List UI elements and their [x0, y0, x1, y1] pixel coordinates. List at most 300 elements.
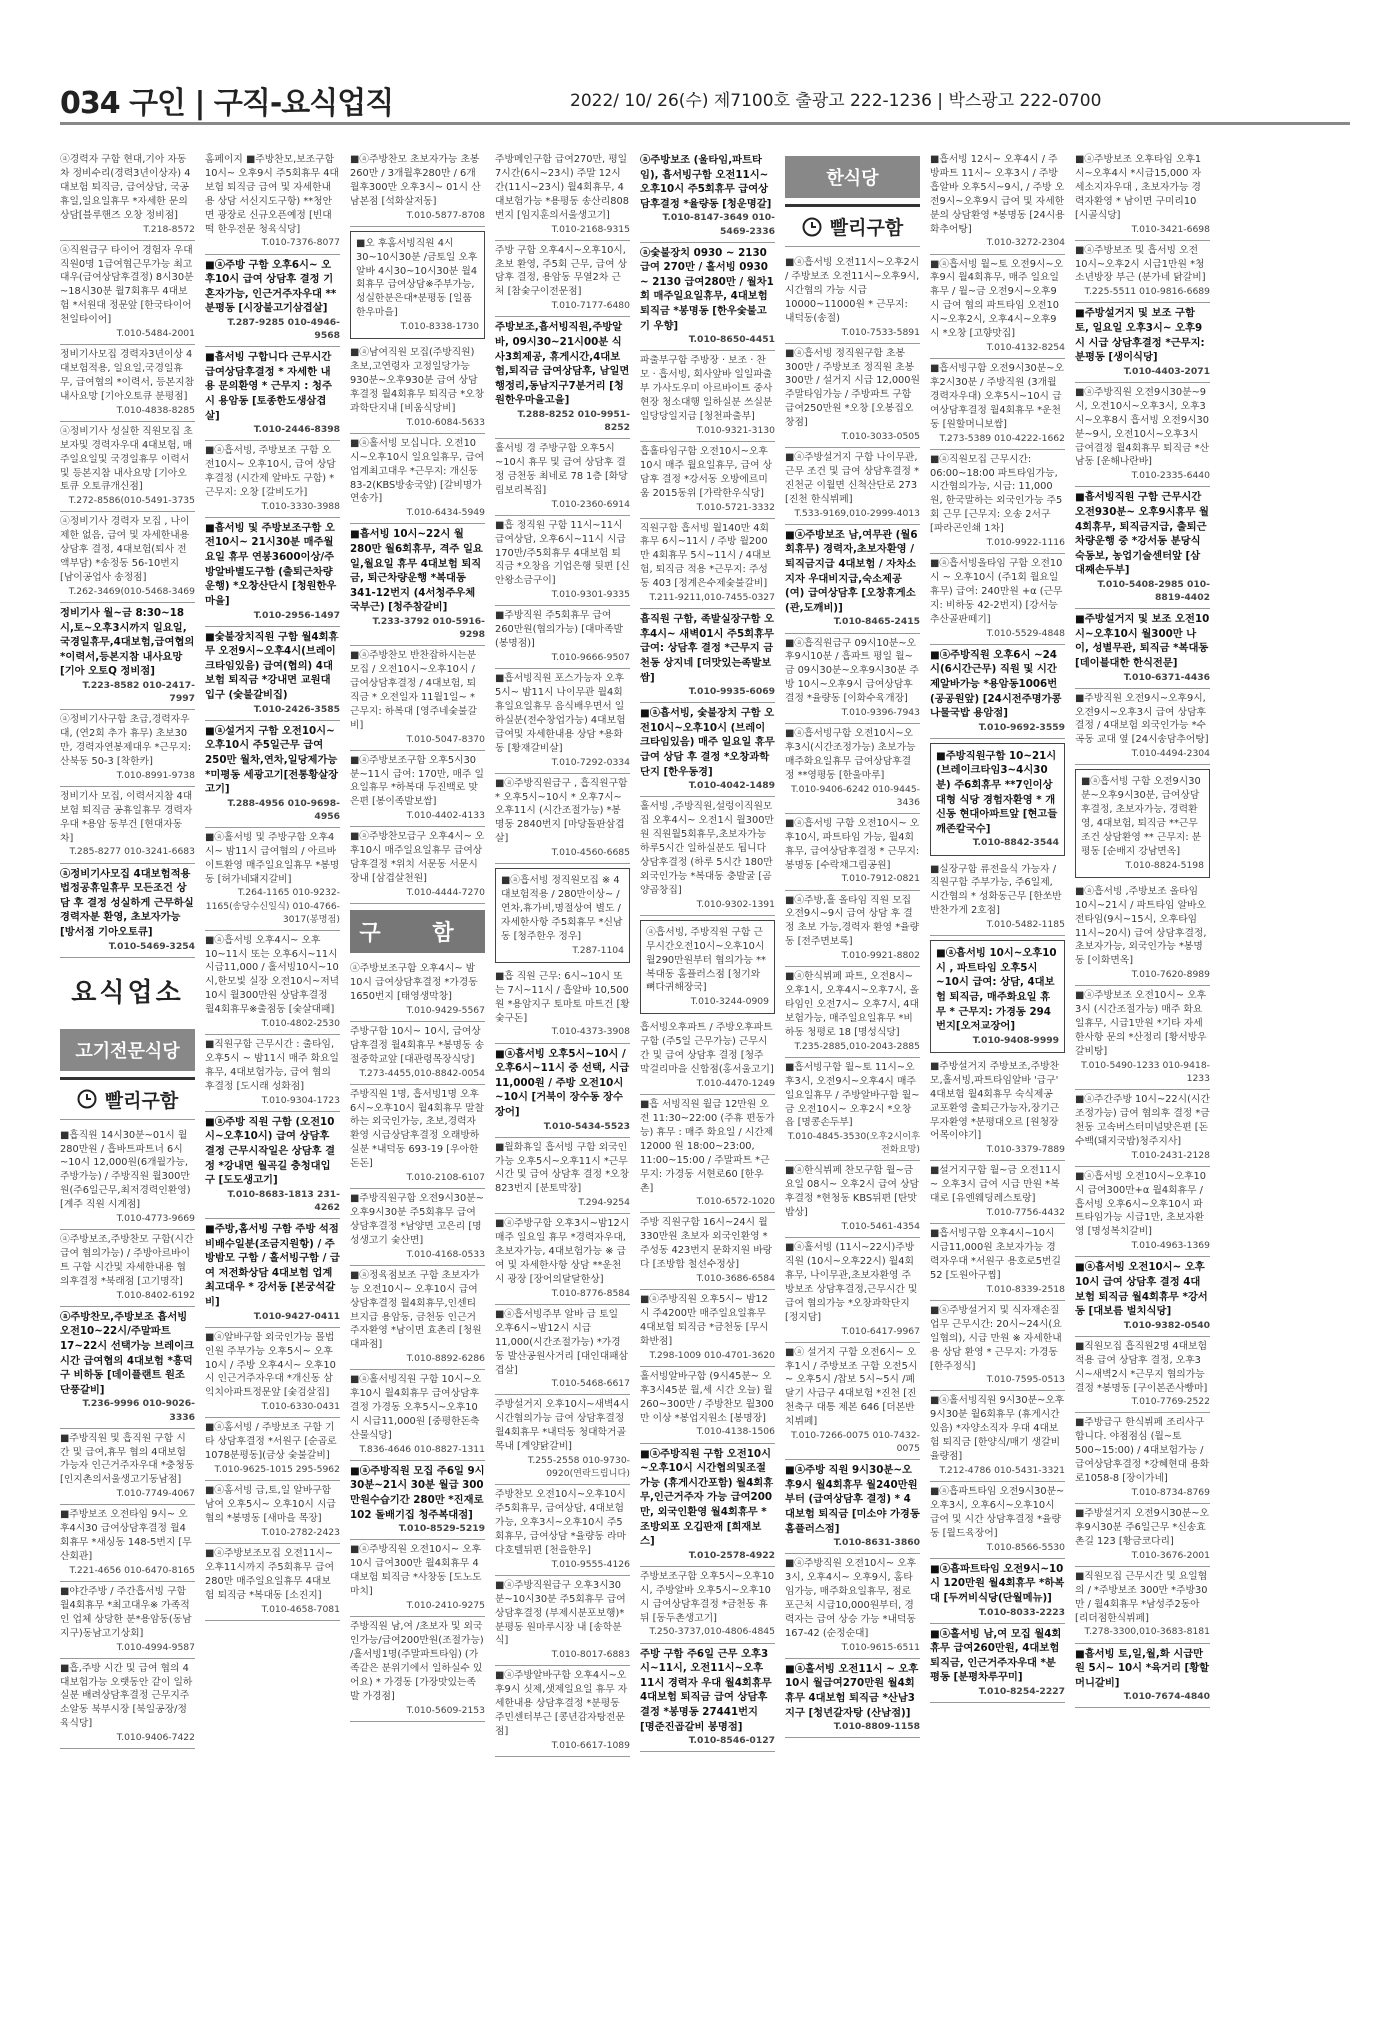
ad-phone: T.010-9921-8802: [841, 950, 920, 962]
ad-text: ■주방설거지 오전9시30분~오후9시30분 주6일근무 *신송효촌길 123 [황금코다리]: [1075, 1508, 1209, 1547]
section-guham-heading: 구 함: [350, 910, 485, 953]
section-quick-label: 빨리구함: [104, 1089, 179, 1112]
classified-ad: [1075, 1567, 1210, 1644]
classified-ad: [205, 721, 340, 828]
classified-ad: [205, 150, 340, 255]
classified-ad: [930, 1224, 1065, 1301]
ad-text: 주방직원 1명, 흡서빙1명 오후6시~오후10시 월4회휴무 말찰하는 외국인가능, 초보,경력자 환영 시급상담후결정 오래방하실분 *내덕동 693-19 [우아한돈돈]: [350, 1088, 485, 1170]
classified-ad: [350, 646, 485, 751]
classified-ad: [930, 1482, 1065, 1559]
classified-ad: [1075, 1337, 1210, 1414]
ad-phone: T.010-3330-3988: [261, 500, 340, 512]
classified-ad: [205, 1418, 340, 1481]
classified-ad: [1075, 487, 1210, 609]
ad-text: ■ⓐ주방직원 오전10시~ 오후10시 급여300만 월4회휴무 4대보험 퇴직금 *사창동 [도노도마치]: [350, 1544, 482, 1598]
ad-phone: T.010-7749-4067: [116, 1488, 195, 1500]
classified-ad: [60, 150, 195, 241]
ad-text: ■ⓐ주방보조 및 흡서빙 오전10시~오후2시 시급1만원 *청소년방장 부근 (분가네 닭갈비]: [1075, 244, 1206, 284]
classified-ad: [785, 1554, 920, 1659]
ad-phone: T.010-9304-1723: [261, 1094, 340, 1106]
classified-ad: [495, 1395, 630, 1485]
ad-text: ■ⓐ흡서빙 정직원모집 ※ 4대보험적용 / 280만이상~ / 연차,휴가비,명절상여 별도 /자세한사항 주5회휴무 *신남동 [청주한우 정우]: [501, 875, 623, 942]
ad-phone: T.010-2360-6914: [551, 498, 630, 510]
ad-list-1: [60, 150, 195, 958]
ad-phone: T.010-7756-4432: [986, 1207, 1065, 1219]
ad-text: ■흡서빙구함 오전9시30분~오후2시30분 / 주방직원 (3개월 경력자우대) 오후5시~10시 급여상담후결정 월4회휴무 *운천동 [원할머니보쌈]: [930, 363, 1064, 430]
classified-ad: [785, 724, 920, 814]
classified-ad: [640, 703, 775, 797]
ad-phone: T.010-4373-3908: [551, 1026, 630, 1038]
classified-ad: [495, 868, 630, 963]
classified-ad: [785, 634, 920, 725]
ad-text: ■흡 직원 근무: 6시~10시 또는 7시~11시 / 흡알바 10,500원 *용암지구 토마토 마트건 [황숯구돈]: [495, 970, 630, 1024]
ad-phone: T.010-4138-1506: [696, 1426, 775, 1438]
classified-ad: [205, 1328, 340, 1419]
ad-phone: T.010-4132-8254: [986, 341, 1065, 353]
ad-phone: T.010-9302-1391: [696, 898, 775, 910]
ad-phone: T.010-5468-6617: [551, 1378, 630, 1390]
ad-text: ■주방직원 주5회휴무 급여 260만원(협의가능) [대마족발(봉명점)]: [495, 610, 623, 650]
column-6: [785, 150, 920, 2020]
ad-text: 정비기사 월~금 8:30~18시,토~오후3시까지 일요일,국경일휴무,4대보험,급여협의 *이력서,등본지참 내사요망 [기아 오토Q 정비점]: [60, 606, 195, 678]
classified-ad: [495, 317, 630, 439]
section-korean-heading: 한식당: [785, 156, 920, 198]
ad-text: ■ⓐ흡서빙 월~토 오전9시~오후9시 월4회휴무, 매주 일요일휴무 / 월~금 오전9시~오후9시 급여 협의 파트타임 오전10시~오후2시, 오후4시~오후9시 *오창 [고향맛집]: [930, 258, 1064, 340]
ad-phone: T.010-6417-9967: [841, 1325, 920, 1337]
classified-ad: [205, 347, 340, 441]
classified-ad: [495, 1044, 630, 1138]
ad-text: ■흡서빙 구합니다 근무시간 급여상담후결정 * 자세한 내용 문의환영 * 근무지 : 청주시 용암동 [토종한도생삼겹살]: [205, 351, 332, 422]
ad-text: ■ⓐ흡서빙 오전10시~오후10시 급여300만+α 월4회휴무 / 흡서빙 오후6시~오후10시 파트타임가능 시급1만, 초보자환영 [명성복치갈비]: [1075, 1170, 1207, 1238]
ad-phone: T.255-2558 010-9730-0920(연락드립니다): [527, 1455, 630, 1480]
ad-phone: T.225-5511 010-9816-6689: [1084, 286, 1210, 298]
ad-phone: T.010-8991-9738: [116, 769, 195, 781]
classified-ad: [785, 967, 920, 1058]
ad-text: 주방보조,흡서빙직원,주방알바, 09시30~21시00분 식사3회제공, 휴게시간,4대보험,퇴직금 급여상담후, 남일면행정리,동남지구7분거리 [청원한우마을고을]: [495, 321, 630, 407]
classified-ad: [640, 150, 775, 243]
ad-phone: T.010-5609-2153: [406, 1704, 485, 1716]
column-1: [60, 150, 195, 2020]
ad-phone: T.010-4470-1249: [696, 1078, 775, 1089]
ad-phone: T.010-9406-6242 010-9445-3436: [791, 783, 920, 808]
ad-text: ■주방,홈서빙 구함 주방 석점비배수일분(조금지원항) / 주방밤모 구함 / 홀서빙구함 / 급여 저전화상담 4대보험 업계 최고대우 * 강서동 [본궁석갈비]: [205, 1223, 340, 1309]
ad-text: ■ⓐ남여직원 모집(주방직원) 초보,고연령자 고정일당가능 930분~오후930분 급여 상담후결정 월4회휴무 퇴직금 *오창과학단지내 [비움식당비]: [350, 347, 485, 414]
ad-phone: T.010-4802-2530: [261, 1018, 340, 1030]
classified-ad: [495, 241, 630, 318]
ad-phone: T.010-5434-5523: [543, 1120, 630, 1132]
ad-text: ■ⓐ홀서빙직원 구함 10시~오후10시 월4회휴무 급여상담후결정 가경동 오후5시~오후10시 시급11,000원 [중평한돈축산물식당]: [350, 1374, 482, 1441]
classified-ad: [350, 1461, 485, 1541]
classified-ad: [930, 1301, 1065, 1392]
ad-phone: T.010-8465-2415: [833, 616, 920, 628]
classified-ad: [640, 243, 775, 352]
ad-phone: T.233-3792 010-5916-9298: [372, 616, 485, 641]
ad-phone: T.288-8252 010-9951-8252: [517, 408, 630, 433]
ad-phone: T.010-8842-3544: [972, 837, 1059, 849]
classified-ad: [350, 1370, 485, 1461]
ad-text: ■주방직원구함 10~21시(브레이크타임3~4시30분) 주6회휴무 **7인이상 대형 식당 경험자환영 * 개신동 현대아파트앞 [현고들깨존칼국수]: [936, 749, 1058, 835]
ad-phone: T.294-9254: [578, 1197, 630, 1209]
ad-phone: T.250-3737,010-4806-4845: [649, 1626, 775, 1638]
classified-ad: [1075, 241, 1210, 304]
classified-ad: [60, 603, 195, 710]
ad-list-3: [350, 150, 485, 1722]
classified-ad: [785, 1238, 920, 1343]
ad-text: ■오 후홈서빙직원 4시30~10시30분 /금토일 오후알바 4시30~10시30분 월4회휴무 급여상담※주부가능,성실한분은대*분평동 [일품한우마을]: [356, 237, 478, 319]
section-quick2-label: 빨리구함: [829, 217, 904, 239]
ad-text: ■ⓐ흡서빙 ,주방보조 올타임 10시~21시 / 파트타임 알바오전타임(9시~15시, 오후타임 11시~20시) 급여 상담후결정, 초보자가능, 외국인가능 *봉명동 [이화면옥]: [1075, 885, 1207, 967]
ad-phone: T.010-2108-6107: [406, 1172, 485, 1184]
classified-ad: [350, 434, 485, 525]
classified-ad: [785, 891, 920, 968]
ad-phone: T.010-7620-8989: [1131, 969, 1210, 981]
classified-ad: [495, 1485, 630, 1576]
ad-text: ■ⓐ주방직원 오전10시~ 오후3시, 오후4시~ 오후9시, 홈타임가능, 매주화요일휴무, 점로포근처 시급10,000원부터, 경력자는 급여 상승 가능 *내덕동 167-42 (순정순대]: [785, 1558, 917, 1639]
ad-text: ⓐ직원급구 타이어 경험자 우대 직원0명 1급여협근무가능 최고대우(급여상담후결정) 8시30분~18시30분 월7회휴무 4대보험 *서원대 정문앞 [한국타이어 천일타이어]: [60, 244, 194, 326]
ad-text: ⓐ정비기사 경력자 모집 , 나이 제한 없음, 급여 및 자세한내용 상담후 결정, 4대보험(퇴사 전액부담) *송정동 56-10번지 [남이공업사 송정점]: [60, 516, 190, 583]
column-4: [495, 150, 630, 2020]
ad-phone: T.010-8529-5219: [398, 1523, 485, 1535]
ad-phone: T.010-2426-3585: [253, 703, 340, 715]
ad-list-2: [205, 150, 340, 1621]
ad-phone: T.287-1104: [572, 944, 624, 956]
classified-ad: [930, 1559, 1065, 1624]
classified-ad: [350, 1085, 485, 1190]
ad-phone: T.010-7769-2522: [1131, 1396, 1210, 1408]
ad-list-6: [785, 253, 920, 1738]
classified-ad: [350, 1617, 485, 1722]
ad-text: 주방 구함 오후4시~오후10시, 초보 환영, 주5회 근무, 급여 상담후 결정, 용암동 무열2차 근처 [참숯구이전문점]: [495, 244, 628, 298]
ad-text: ⓐ숯불장치 0930 ~ 2130 급여 270만 / 홀서빙 0930 ~ 2130 급여280만 / 월차1회 매주일요일휴무, 4대보험 퇴직금 *봉명동 [한우숯불고기 우향]: [640, 246, 774, 332]
classified-ad: [205, 518, 340, 627]
classified-ad: [785, 1161, 920, 1238]
ad-phone: T.010-5721-3332: [696, 501, 775, 513]
classified-ad: [640, 1095, 775, 1213]
ad-text: ■주방설거지 및 보조 구함 토, 일요일 오후3시~ 오후9시 시급 상담후결정 *근무지:분평동 [생이식당]: [1075, 307, 1205, 364]
section-quick-heading: [60, 1077, 195, 1120]
ad-text: ■ⓐ직원모집 근무시간: 06:00~18:00 파트타임가능, 시간협의가능, 시급: 11,000원, 한국말하는 외국인가능 주5회 근무 [근무지: 오송 2서구 [파라곤인쇄 1차]: [930, 453, 1063, 535]
classified-ad: [1075, 882, 1210, 987]
ad-text: ■주방설거지 주방보조,주방찬모,홀서빙,파트타임알바 '급구' 4대보험 월4회휴무 숙식제공 교포환영 출퇴근가능자,장기근무자환영 *분평대오르 [원청장어목이야기]: [930, 1060, 1060, 1142]
classified-ad: [640, 609, 775, 703]
classified-ad: [930, 450, 1065, 555]
ad-phone: T.278-3300,010-3683-8181: [1084, 1626, 1210, 1638]
classified-ad: [495, 516, 630, 607]
ad-text: ■ⓐ홀서빙직원 9시30분~오후9시30분 월6회휴무 (휴게시간있음) *자양소직자 우대 4대보험 퇴직금 [한양식/매기 생갈비 율량점]: [930, 1395, 1065, 1463]
classified-ad: [60, 1505, 195, 1582]
ad-phone: T.010-4494-2304: [1131, 748, 1210, 760]
ad-phone: T.010-5482-1185: [986, 919, 1065, 931]
classified-ad: [60, 1126, 195, 1231]
ad-phone: T.010-7376-8077: [261, 237, 340, 249]
classified-ad: [350, 524, 485, 646]
ad-phone: T.010-7292-0334: [551, 756, 630, 768]
classified-ad: [1075, 609, 1210, 689]
ad-text: 정비기사모집 경력자3년이상 4대보험적용, 일요일,국경일휴무, 급여협의 *이력서, 등본지참 내사요망 [기아오토큐 분평점]: [60, 349, 195, 402]
ad-phone: T.010-8033-2223: [978, 1606, 1065, 1618]
ad-text: ■주방보조 오전타임 9시~ 오후4시30 급여상담후결정 월4회휴무 *새싱동 148-5번지 [무산회관]: [60, 1509, 192, 1562]
ad-text: ■직원구함 근무시간 : 출타임, 오후5시 ~ 밤11시 매주 화요일 휴무, 4대보험가능, 급여 협의 후결정 [도시래 성화점]: [205, 1039, 340, 1092]
ad-text: ■설거지구함 월~금 오전11시~ 오후3시 급여 시급 만원 *복대로 [유엔웨딩레스토랑]: [930, 1165, 1061, 1205]
ad-phone: T.010-2446-8398: [253, 424, 340, 436]
ad-phone: T.010-3421-6698: [1131, 223, 1210, 235]
ad-phone: T.010-5484-2001: [116, 328, 195, 340]
classified-ad: [785, 1659, 920, 1739]
ad-phone: T.010-4444-7270: [406, 886, 485, 898]
classified-ad: [640, 920, 775, 1015]
classified-ad: [205, 828, 340, 931]
ad-text: ■ⓐ한식뷔페 파트, 오전8시~오후1시, 오후4시~오후7시, 올타임인 오전7시~ 오후7시, 4대보험가능, 매주일요일휴무 *비하동 청평로 18 [명성식당]: [785, 971, 920, 1038]
ad-text: ■월화휴일 흡서빙 구함 외국인가능 오후5시~오후11시 *근무시간 및 급여 상담후 결정 *오창 823번지 [분토막장]: [495, 1141, 630, 1195]
ad-text: ■ⓐ주방,홀 올타임 직원 모집 오전9시~9시 급여 상담 후 결정 초보 가능,경력자 환영 *율량동 [전주면보록]: [785, 894, 920, 948]
ad-phone: T.010-8776-8584: [551, 1287, 630, 1299]
ad-list-5: [640, 150, 775, 1752]
ad-phone: T.010-5461-4354: [841, 1221, 920, 1233]
ad-phone: T.010-5877-8708: [406, 209, 485, 221]
ad-phone: T.010-4560-6685: [551, 847, 630, 859]
ad-text: ■ⓐ홀서빙 오전11시 ~ 오후10시 월급여270만원 월4회휴무 4대보험 퇴직금 *산남3지구 [청년갈자탕 (산남점)]: [785, 1662, 919, 1719]
column-7: [930, 150, 1065, 2020]
ad-phone: T.010-8566-5530: [986, 1541, 1065, 1553]
ad-text: 흡직원 구함, 족발실장구함 오후4시~ 새벽01시 주5회휴무 급여: 상담후 결정 *근무지 금천동 상지네 [더맛있는족발보쌈]: [640, 613, 775, 684]
ad-phone: T.010-4838-8285: [116, 404, 195, 416]
ad-phone: T.010-9625-1015 295-5962: [214, 1464, 340, 1476]
ad-text: ■ⓐ주방구함 오후3시~밤12시 매주 일요일 휴무 *경력자우대, 초보자가능, 4대보험가능 ※ 급여 및 자세한사항 상담 **운천시 광장 [장어의달달한상]: [495, 1218, 630, 1285]
ad-text: ■ⓐ홀서빙 남,여 모집 월4회휴무 급여260만원, 4대보험 퇴직금, 인근거주자우대 *분평동 [분평차루꾸미]: [930, 1627, 1062, 1684]
classified-ad: [930, 743, 1065, 856]
page-title: 034 구인 | 구직-요식업직: [60, 86, 394, 121]
ad-text: 흡서빙오후파트 / 주방오후파트 구함 (주5일 근무가능) 근무시간 및 급여 상담후 결정 [청주 막걸리마을 신합점(홍서울고기]: [640, 1022, 774, 1076]
classified-ad: [640, 1444, 775, 1567]
classified-ad: [205, 931, 340, 1036]
ad-text: ■ⓐ주방직원 구함 오전10시~오후10시 시간협의및조절가능 (휴게시간포함) 월4회휴무,인근거주자 가능 급여200만, 외국인환영 월4회휴무 *조방외포 오깁판재 [희재보스]: [640, 1447, 774, 1548]
ad-text: 주방설거지 오후10시~새벽4시 시간협의가능 급여 상담후결정 월4회휴무 *내덕동 청대학거골목내 [계양닭갈비]: [495, 1399, 630, 1453]
classified-ad: [495, 1305, 630, 1396]
ad-phone: T.010-4773-9669: [116, 1213, 195, 1225]
ad-text: ■ⓐ흡서빙 구함 오전10시~ 오후10시, 파트타임 가능, 월4회휴무, 급여상담후결정 * 근무지: 봉명동 [수락채그림공원]: [785, 817, 920, 871]
ad-phone: T.010-9301-9335: [551, 589, 630, 601]
ad-text: ■ⓐ홈서빙 급,토,일 알바구함 남여 오후5시~ 오후10시 시급협의 *봉명동 [새마을 목장]: [205, 1485, 336, 1524]
ad-text: ■ⓐ주방직원 오후5시~ 밤12시 주4200만 매주일요일휴무 4대보험 퇴직금 *금천동 [무시화반점]: [640, 1294, 769, 1347]
ad-phone: T.010-7595-0513: [986, 1374, 1065, 1386]
ad-text: ■주방직원 및 흡직원 구함 시간 및 급여,휴무 협의 4대보험가능자 인근거주자우대 *충청동 [인지촌의서울생고기동남점]: [60, 1432, 195, 1486]
ad-text: 주방구함 10시~ 10시, 급여상담후결정 월4회휴무 *봉명동 송절중학교앞 [대관령목장식당]: [350, 1025, 485, 1065]
ad-text: ■실장구함 류전을식 가능자 / 직원구함 주부가능, 주6일제, 시간협의 * 성화동근무 [한쏘반 반찬가게 2호점]: [930, 863, 1062, 917]
classified-ad: [495, 439, 630, 516]
ad-phone: T.010-7177-6480: [551, 300, 630, 312]
classified-ad: [350, 1266, 485, 1371]
ad-phone: T.010-6371-4436: [1123, 671, 1210, 683]
ad-text: ■ⓐ흡서빙주부 알바 급 토일 오후6시~밤12시 시급11,000(시간조절가능) *가경동 발산공원사거리 [대인대패삼겹살]: [495, 1308, 629, 1376]
ad-text: ■흡서빙 토,일,월,화 시급만원 5시~ 10시 *육거리 [황할머니갈비]: [1075, 1647, 1210, 1689]
ad-text: ■ⓐ흡서빙, 숯불장치 구함 오전10시~오후10시 (브레이크타임있음) 매주 일요일 휴무 급여 상담 후 결정 *오창과학단지 [한우동경]: [640, 707, 775, 778]
classified-ad: [60, 710, 195, 787]
section-quick2-heading: [785, 204, 920, 247]
classified-ad: [205, 1219, 340, 1328]
classified-ad: [350, 231, 485, 340]
ad-text: ■ⓐ흡직원급구 09시10분~오후9시10분 / 흡파트 평일 월~금 09시30분~오후9시30분 주방 10시~오후9시 급여상담후결정 *율량동 [이화수육개장]: [785, 637, 919, 705]
ad-phone: T.010-2410-9275: [406, 1600, 485, 1611]
ad-text: ■ⓐ흡서빙 오전10시~ 오후10시 급여 상담후 결정 4대보험 퇴직금 월4회휴무 *강서동 [대보름 벌치식당]: [1075, 1261, 1208, 1318]
classified-ad: [930, 359, 1065, 450]
ad-text: ■ⓐ주방 직원 9시30분~오후9시 월4회휴무 월240만원부터 (급여상담후 결정) * 4대보험 퇴직금 [미소야 가경동 홈플러스점]: [785, 1464, 920, 1535]
classified-ad: [205, 255, 340, 348]
ad-text: 주방메인구함 급여270만, 평일7시간(6시~23시) 주말 12시간(11시~23시) 월4회휴무, 4대보험가능 *용평동 송산리808번지 [임지훈의서울생고기]: [495, 154, 629, 221]
ad-text: ■ⓐ한식뷔페 찬모구함 월~금요일 08시~ 오후2시 급여 상담후결정 *현청동 KBS뒤편 [탄맛밥상]: [785, 1165, 920, 1219]
classified-ad: [930, 645, 1065, 739]
ad-text: ■ⓐ흡서빙 오후4시~ 오후10~11시 또는 오후6시~11시 시급11,000 / 홀서빙10시~10시,한모빛 실장 오전10시~저녁10시 월300만원 상담후결정 월4회휴무※출점동 [숯살대패]: [205, 934, 340, 1016]
ad-text: ■ⓐ주방직원 모집 주6일 9시30분~21시 30분 월급 300만원수습기간 280만 *진재로102 돌배기집 청주복대점]: [350, 1464, 485, 1521]
classified-ad: [785, 1460, 920, 1554]
ad-text: ■주방급구 한식뷔페 조리사구합니다. 야점점심 (월~토 500~15:00) / 4대보험가능 / 급여상담후결정 *강혜현대 용화로1058-8 [장이가네]: [1075, 1417, 1210, 1485]
ad-text: 정비기사 모집, 이력서지참 4대보험 퇴직금 공휴일휴무 경력자우대 *용암 동부건 [현대자동차]: [60, 790, 193, 844]
ad-text: 흡홀타임구함 오전10시~오후10시 매주 월요일휴무, 급여 상담후 결정 *강서동 오방에르미움 2015동위 [가락한우식당]: [640, 445, 773, 499]
ad-phone: T.010-8809-1158: [833, 1721, 920, 1733]
classified-ad: [350, 343, 485, 434]
ad-phone: T.010-3033-0505: [841, 431, 920, 443]
ad-text: ■ⓐ주방보조모집 오전11시~ 오후11시까지 주5회휴무 급여280만 매주일요일휴무 4대보험 퇴직금 *복대동 [소진지]: [205, 1547, 335, 1601]
ad-phone: T.288-4956 010-9698-4956: [227, 797, 340, 822]
classified-ad: [495, 606, 630, 669]
ad-text: ■ⓐ알바구함 외국인가능 몰법인원 주부가능 오후5시~ 오후10시 / 주방 오후4시~ 오후10시 인근거주자우대 *개신동 삼익치아파트정문앞 [숯검살집]: [205, 1331, 336, 1399]
ad-phone: T.010-8254-2227: [978, 1686, 1065, 1698]
ad-phone: T.010-5047-8370: [406, 733, 485, 745]
classified-ad: [60, 241, 195, 346]
ad-phone: T.010-8892-6286: [406, 1353, 485, 1365]
ad-phone: T.010-9615-6511: [841, 1641, 920, 1653]
classified-ad: [495, 967, 630, 1044]
classified-ad: [1075, 1644, 1210, 1709]
ad-text: 홀서빙 경 주방구함 오후5시~10시 휴무 및 급여 상담후 결정 금천동 최네로 78 1층 [화당림보리복집]: [495, 443, 628, 496]
ad-phone: T.010-6084-5633: [406, 416, 485, 428]
column-3: [350, 150, 485, 2020]
ad-text: 홀서빙 ,주방직원,설렁이직원모집 오후4시~ 오전1시 월300만원 직원월5회휴무,초보자가능 하루5시간 일하실분도 됩니다 상담후결정 (하루 5시간 180만 외국인가능 *복대동 충발굴 [곰양곱창집]: [640, 801, 774, 896]
ad-text: ■ⓐ주방찬모급구 오후4시~ 오후10시 매주일요일휴무 급여상담후결정 *위치 서문동 서문시장내 [삼겹살천원]: [350, 831, 485, 885]
ad-phone: T.010-9935-6069: [688, 686, 775, 698]
classified-ad: [640, 797, 775, 915]
ad-phone: T.836-4646 010-8827-1311: [359, 1443, 485, 1455]
ad-phone: T.010-3244-0909: [690, 996, 769, 1008]
ad-phone: T.010-8147-3649 010-5469-2336: [662, 212, 775, 237]
ad-phone: T.010-2956-1497: [253, 609, 340, 621]
ad-phone: T.273-4455,010-8842-0054: [359, 1067, 485, 1079]
ad-text: ⓐ경력자 구함 현대,기아 자동차 정비수리(경력3년이상자) 4대보험 퇴직금, 급여상담, 국공휴일,일요일휴무 *자세한 문의 상담[블루핸즈 오창 정비점]: [60, 154, 191, 221]
ad-text: ■ⓐ주방설거지 구함 나이무관, 근무 조건 및 급여 상담후결정 *진천군 이월면 신척산단로 273 [진천 한식뷔페]: [785, 452, 920, 505]
ad-phone: T.010-7533-5891: [841, 326, 920, 338]
classified-ad: [640, 519, 775, 610]
classified-ad: [1075, 1257, 1210, 1337]
classified-ad: [350, 959, 485, 1022]
column-5: [640, 150, 775, 2020]
ad-text: ⓐ주방보조 (울타임,파트타임), 흡서빙구함 오전11시~ 오후10시 주5회휴무 급여상담후결정 *율량동 [청운명갈]: [640, 154, 772, 210]
classified-ad: [205, 1112, 340, 1219]
ad-text: ■흡서빙구함 월~토 11시~오후3시, 오전9시~오후4시 매주일요일휴무 / 주방알바구함 월~금 오전10시~ 오후2시 *오창읍 [명콩손두부]: [785, 1061, 920, 1129]
ad-text: ⓐ흡서빙, 주방직원 구함 근무시간오전10시~오후10시 월290만원부터 협의가능 ** 복대동 홈플러스점 [청기와뼈다귀해장국]: [646, 926, 766, 994]
ad-phone: T.010-4402-4133: [406, 810, 485, 822]
ad-phone: T.010-8402-6192: [116, 1289, 195, 1301]
classified-ad: [930, 1391, 1065, 1482]
ad-phone: T.010-8338-1730: [400, 321, 479, 333]
ad-phone: T.010-9666-9507: [551, 652, 630, 664]
classified-ad: [350, 751, 485, 828]
ad-phone: T.010-9406-7422: [116, 1732, 195, 1744]
ad-phone: T.010-5529-4848: [986, 627, 1065, 639]
ad-text: ■흡서빙 12시~ 오후4시 / 주방파트 11시~ 오후3시 / 주방 흡알바 오후5시~9시, / 주방 오전9시~오후9시 급여 및 자세한분의 상담환영 *봉명동 [24시용화추어탕]: [930, 154, 1065, 235]
classified-ad: [495, 1138, 630, 1215]
ad-text: ■ⓐ흡서빙 정직원구함 초봉300만 / 주방보조 정직원 초봉300만 / 설거지 시급 12,000원 주말타임가능 / 주방파트 구함 급여250만원 *오창 [오봉집오창점]: [785, 347, 920, 429]
ad-text: ■주방직원 오전9시~오후9시, 오전9시~오후3시 급여 상담후결정 / 4대보험 외국인가능 *수곡동 교대 옆 [24시송담추어탕]: [1075, 692, 1209, 746]
ad-phone: T.533-9169,010-2999-4013: [794, 507, 920, 519]
ad-text: ■ⓐ설거지 구함 오전10시~오후10시 주5일근무 급여250만 월차,연차,일당제가능 *미평동 세광고기[전통황살장고기]: [205, 724, 339, 796]
classified-ad: [350, 1540, 485, 1617]
ad-phone: T.010-3379-7889: [986, 1144, 1065, 1156]
ad-text: ■ⓐ주방보조 오후타임 오후1시~오후4시 *시급15,000 자세소지자우대 , 초보자가능 경력자환영 * 남이면 구미리10 [시골식당]: [1075, 154, 1202, 221]
classified-ad: [495, 669, 630, 774]
classified-ad: [930, 554, 1065, 645]
ad-phone: T.010-8824-5198: [1125, 859, 1204, 871]
classified-ad: [60, 345, 195, 422]
ad-phone: T.010-9429-5567: [406, 1004, 485, 1016]
ad-text: ■숯불장치직원 구함 월4회휴무 오전9시~오후4시(브레이크타임있음) 급여(협의) 4대보험 퇴직금 *강내면 교원대입구 (숯불갈비집): [205, 630, 339, 702]
ad-text: ■흡직원 14시30분~01시 월280만원 / 흡바트파트너 6시~10시 12,000원(6개월가능,주방가능) / 주방직원 월300만원(주6일근무,최저경력인환영) [계주 직원 시계점]: [60, 1129, 191, 1211]
classified-ad: [1075, 383, 1210, 488]
classified-ad: [640, 1018, 775, 1095]
ad-phone: T.287-9285 010-4946-9568: [227, 316, 340, 341]
ad-text: ■ⓐ흡파트타임 오전9시~10시 120만원 월4회휴무 *하복대 [두꺼비식당(단월메뉴)]: [930, 1562, 1065, 1604]
ad-text: ■ⓐ홀서빙 및 주방구함 오후4시~ 밤11시 급여협의 / 아르바이트환영 매주일요일휴무 *봉명동 [허가네돼지갈비]: [205, 831, 340, 885]
ad-text: ■ⓐ주방찬모 초보자가능 초봉260만 / 3개월후280만 / 6개월후300만 오후3시~ 01시 산남본점 [석화살저동]: [350, 154, 481, 207]
ad-phone: T.235-2885,010-2043-2885: [794, 1040, 920, 1052]
ad-phone: T.010-2168-9315: [551, 223, 630, 235]
classified-ad: [205, 1035, 340, 1112]
classified-ad: [640, 1367, 775, 1444]
column-8: [1075, 150, 1210, 2020]
ad-phone: T.212-4786 010-5431-3321: [939, 1465, 1065, 1477]
classified-ad: [60, 1582, 195, 1659]
ad-text: ■ⓐ주방보조 남,여무관 (월6회휴무) 경력자,초보자환영 / 퇴직금지급 4대보험 / 자차소지자 우대비지급,숙소제공(여) 급여상담후 [오창휴게소(관,도깨비)]: [785, 528, 918, 614]
ad-text: ■ⓐ주방직원 오전9시30분~9시, 오전10시~오후3시, 오후3시~오후8시 흡서빙 오전9시30분~9시, 오전10시~오후3시 급여결정 월4회휴무 퇴직금 *산남동 [운해나란바]: [1075, 386, 1210, 468]
ad-text: ■ⓐ주방 구함 오후6시~ 오후10시 급여 상담후 결정 기혼자가능, 인근거주자우대 ** 분평동 [시장불고기삼겹살]: [205, 258, 337, 315]
ad-phone: T.010-7266-0075 010-7432-0075: [791, 1430, 920, 1455]
ad-list-7: [930, 150, 1065, 1703]
clock-icon: [77, 1089, 97, 1109]
ad-phone: T.010-2431-2128: [1131, 1149, 1210, 1161]
classified-ad: [205, 441, 340, 518]
section-food-heading: 요식업소: [71, 977, 184, 1008]
ad-phone: T.218-8572: [143, 223, 195, 235]
classified-ad: [60, 1307, 195, 1429]
classified-ad: [930, 1624, 1065, 1704]
classified-ad: [350, 1022, 485, 1085]
ad-text: ■ⓐ흡서빙 오전11시~오후2시 / 주방보조 오전11시~오후9시, 시간협의 가능 시급 10000~11000원 * 근무지: 내덕동(송절): [785, 257, 920, 324]
classified-ad: [1075, 1504, 1210, 1567]
page-header: [60, 72, 1350, 125]
ad-text: ■ⓐ정육점보조 구함 초보자가능 오전10시~ 오후10시 급여상담후결정 월4회휴무,인센티브지급 용암동, 금천동 인근거주자환영 *남이면 효촌리 [청원대파점]: [350, 1269, 482, 1351]
ad-text: ⓐ정비기사 성실한 직원모집 초보자및 경력자우대 4대보험, 매주일요일및 국경일휴무 이력서및 등본지참 내사요망 [기아오토큐 오토큐개신점]: [60, 425, 193, 493]
ad-text: ■ⓐ흡파트타임 오전9시30분~오후3시, 오후6시~오후10시 급여 및 시간 상담후결정 *율량동 [월드육장어]: [930, 1486, 1065, 1539]
ad-phone: T.010-4994-9587: [116, 1641, 195, 1653]
ad-text: ■흡 정직원 구함 11시~11시 급여상담, 오후6시~11시 시급 170만/주5회휴무 4대보험 퇴직금 *오창읍 기업은행 뒷편 [신안왕소금구이]: [495, 519, 630, 587]
ad-text: ■ⓐ흡서빙올타임 구함 오전10시 ~ 오후10시 (주1회 월요일휴무) 급여: 240만원 +α (근무지: 비하동 42-2번지) [강서능추산골판떼기]: [930, 558, 1063, 625]
ad-phone: T.010-3272-2304: [986, 237, 1065, 249]
classified-ad: [930, 940, 1065, 1053]
issue-info: 2022/ 10/ 26(수) 제7100호 출광고 222-1236 | 박스광고 222-0700: [570, 91, 1102, 111]
ad-phone: T.010-4963-1369: [1131, 1240, 1210, 1252]
classified-ad: [350, 150, 485, 227]
ad-text: 홈페이지 ■주방찬모,보조구함 10시~ 오후9시 주5회휴무 4대보험 퇴직금 급여 및 자세한내용 상담 서신지도구항) **청안면 광장로 신규오픈예정 [빈대떡 한우전문 청육식당]: [205, 154, 339, 235]
classified-ad: [495, 1666, 630, 1757]
ad-phone: T.010-5469-3254: [108, 940, 195, 952]
